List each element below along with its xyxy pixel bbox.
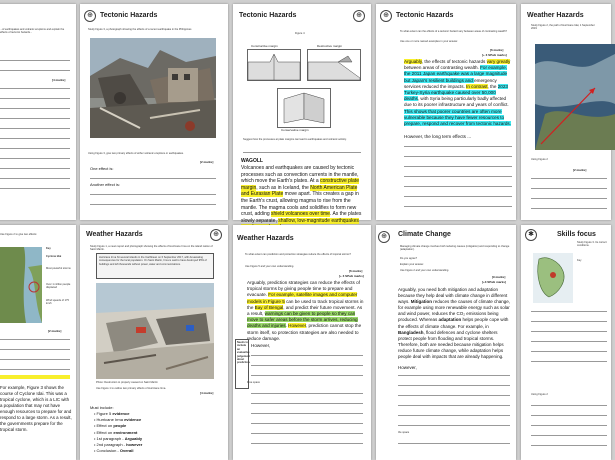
answer-line [404,206,512,207]
wagoll-heading: WAGOLL [241,158,263,164]
answer-line [398,443,510,444]
checklist-item: • 1st paragraph - Arguably [94,435,143,441]
page-tectonic-diagram [233,4,371,224]
answer-line [398,415,510,416]
answer-line [90,178,216,179]
answer-line [531,435,607,436]
answer-line [0,98,70,99]
question-text: Study Figure 2, the path of Hurricane Idai, 1 September 2019 [531,24,595,31]
page-title: Weather Hazards [237,235,294,242]
answer-line [398,425,510,426]
using-figure-label: Using Figure 2 [531,393,548,396]
figure-caption: Using Figure 3, give two primary effects of either volcanic eruptions or earthquakes. [88,152,184,155]
earthquake-photo [90,38,216,138]
answer-line [90,204,216,205]
answer-line [251,433,363,434]
wagoll-answer: Volcanoes and earthquakes are caused by tectonic processes such as convection currents in the mantle, which move the Earth's plates. At a constructive plate margin, such as in Iceland, the North American Plate and Eurasian Plate move apart. This creates a gap in the Earth's crust, allowing magma to rise from the mantle. The magma cools and solidifies to form new crust, adding shield volcanoes over time. As the plates slowly separate, shallow, low-magnitude earthquakes [241,165,367,231]
answer-line [0,188,70,189]
page-weather-map [0,225,76,460]
answer-line [0,108,70,109]
answer-line [531,425,607,426]
answer-line [404,146,512,147]
spag-label: [+ 3 SPaG marks] [482,53,507,57]
skills-map [533,253,573,303]
question-text: Study Figure 3, a photograph showing the effects of a recent earthquake in the Philippines [88,28,192,31]
instruction-text: Use one or more named examples in your answer. [400,40,458,43]
page-title: Weather Hazards [527,12,584,19]
page-title: Tectonic Hazards [239,12,297,19]
globe-icon: ⊕ [210,229,222,241]
answer-line [0,88,70,89]
answer-line [0,359,70,360]
photo-caption: Photo: Destruction to property caused on Saint Martin [96,381,158,384]
marks-label: [9 marks] [492,275,506,279]
page-left-top [0,4,76,220]
question-text: Use Figure 1 to outline two primary effects of Hurricane Irma. [96,387,167,390]
answer-line [251,393,363,394]
instruction-text: Explain your answer. [400,263,424,266]
page-title: Tectonic Hazards [100,12,158,19]
plate-diagram-constructive [247,49,301,81]
answer-line [531,445,607,446]
marks-label: [2 marks] [573,168,587,172]
answer-line [531,415,607,416]
question-text: Do you agree? [400,257,418,260]
answer-line [404,156,512,157]
instruction-text: Use Figure 2 and your own understanding. [400,269,450,272]
instruction-text: Use Figure 5 and your own understanding. [245,265,295,268]
diagram-label-destructive: Destructive margin [317,44,343,48]
answer-line [0,70,70,71]
globe-icon: ⊕ [353,10,365,22]
page-tectonic-photo [80,4,228,220]
page-climate-change [376,225,516,460]
answer-line [0,138,70,139]
answer-line [531,198,607,199]
legend-title: Key [46,247,51,250]
however-text: However, [398,365,417,370]
diagram-label-conservative: Conservative margin [281,128,309,132]
answer-line [531,361,607,362]
legend-item: Most powerful storms [46,267,71,270]
answer-line [404,196,512,197]
plate-diagram-destructive [307,49,361,81]
answer-line [531,321,607,322]
legend-item: Over 1 million people displaced [46,283,71,290]
essay-answer: Arguably, prediction strategies can reduce the effects of tropical storms by giving people time to prepare and evacuate. For example, satellite images and computer models in Figure 5 can be used to track tropical storms in the Bay of Bengal, and predict their future movement. As a result, warnings can be given to people so they can move to safer areas before the storm arrives, reducing deaths and injuries. However, prediction cannot stop the storm itself, so protection strategies are also needed to reduce damage. [247,280,364,341]
question-text: To what extent can prediction and protection strategies reduce the effects of tropical storms? [245,253,351,256]
checklist-item: • Effect on environment [94,429,138,435]
answer-line [251,403,363,404]
checklist-item: • Figure 5 evidence [94,411,130,416]
answer-line [0,178,70,179]
answer-line [404,166,512,167]
answer-line [398,405,510,406]
satellite-photo [535,44,615,150]
answer-line [404,186,512,187]
answer-line [0,339,70,340]
question-text: To what extent can the effects of a tectonic hazard vary between areas of contrasting wealth? [400,30,507,33]
cyclone-map [0,247,42,323]
marks-label: [2 marks] [200,160,214,164]
marks-label: [4 marks] [200,391,214,395]
hurricane-damage-photo [96,283,214,379]
free-space-label: Free space [247,381,260,384]
answer-line [531,405,607,406]
answer-line [0,158,70,159]
page-skills-focus [521,225,611,460]
answer-line [531,311,607,312]
page-tectonic-essay [376,4,516,220]
page-title: Tectonic Hazards [396,12,454,19]
globe-icon: ⊕ [380,10,392,22]
answer-line [0,369,70,370]
answer-line [398,385,510,386]
answer-line [251,413,363,414]
checklist [94,411,194,454]
question-text: Study Figure 1, a news report and photograph showing the effects of Hurricane Irma on the island nation of Saint Martin. [90,245,213,252]
checklist-item: • Conclusion - Overall [94,448,134,454]
answer-line [251,375,363,376]
highlight-bar [0,375,70,379]
marks-label: [4 marks] [52,78,66,82]
answer-line [404,176,512,177]
answer-line [398,395,510,396]
question-text: ...of earthquakes and volcanic eruptions and explain the effects of tectonic hazards... [0,28,65,35]
using-figure-label: Using Figure 2 [531,158,548,161]
answer-line [398,375,510,376]
checklist-item: • Hurricane Irma evidence [94,417,142,423]
globe-icon: ⊕ [84,10,96,22]
marks-label: [6 marks] [349,269,363,273]
question-text: Study Figure 3. Its correct conditions. [577,241,607,248]
news-report-text: Hurricane Irma hit several islands in the Caribbean on 6 September 2017, with devastating consequences for the local population. On Saint Martin, Irma is said to have destroyed 95% of buildings and left thousands without power, water and communications. [99,256,207,266]
page-weather-hurricane [80,225,228,460]
page-title: Skills focus [557,231,596,238]
answer-line [0,168,70,169]
answer-line [0,349,70,350]
answer-text: For example, Figure 3 shows the course of Cyclone Idai. This was a tropical cyclone, which is a LIC with a population that may not have enough resources to prepare for and respond to a large storm. As a result, the governments prepare for the tropical storm. [0,385,72,432]
side-note-text: Needs to include an evaluative judgement about prediction. [237,341,251,365]
answer-line [251,355,363,356]
answer-line [90,194,216,195]
question-text: Managing climate change involves both reducing causes (mitigation) and responding to change (adaptation). [400,245,510,252]
plate-diagram-conservative [277,88,331,128]
page-weather-essay [233,225,371,460]
effect-one-label: One effect is: [90,166,114,171]
checklist-title: Must include: [90,405,114,410]
legend-item: Cyclone Idai [46,255,62,258]
page-title: Climate Change [398,231,451,238]
answer-line [531,351,607,352]
however-text: However, [251,343,271,348]
answer-line [0,60,70,61]
diagram-label-constructive: Constructive margin [251,44,278,48]
answer-line [243,152,361,153]
answer-line [531,341,607,342]
lightbulb-icon: ✱ [525,229,537,241]
essay-answer: Arguably, the effects of tectonic hazards vary greatly between areas of contrasting wealth. For example, the 2011 Japan earthquake was a large magnitude but Japan's resilient buildings and emergency services reduced the impacts. In contrast, the 2023 Turkey-Syria earthquake caused over 50,000 deaths, with Syria being particularly badly affected due to its poorer infrastructure and years of conflict. This shows that poorer countries are often more vulnerable because they have fewer resources to prepare, respond and recover from tectonic hazards. [404,59,511,127]
legend-item: Wind speeds of 175 km/h [46,299,69,306]
spag-label: [+3 SPaG marks] [482,280,506,284]
answer-line [531,188,607,189]
answer-line [531,331,607,332]
page-weather-right [521,4,611,220]
marks-label: [6 marks] [490,48,504,52]
essay-answer: Arguably, you need both mitigation and adaptation because they help deal with climate change in different ways. Mitigation reduces the causes of climate change, for example using more renewable energy such as solar and wind power, reduces the CO₂ emissions being produced. Whereas adaptation helps people cope with the effects of climate change. For example, in Bangladesh, flood defences and cyclone shelters protect people from flooding and tropical storms. Therefore, both are needed because mitigation helps reduce future climate change, while adaptation helps people deal with impacts that are already happening. [398,287,511,360]
answer-line [251,365,363,366]
news-report-box [96,253,214,279]
however-text: However, the long term effects ... [404,134,472,139]
answer-line [0,118,70,119]
answer-line [531,208,607,209]
question-text: Use Figure 2 to give two effects: [0,233,38,236]
marks-label: [2 marks] [48,329,62,333]
space-label: the space [398,431,410,434]
answer-line [251,423,363,424]
answer-line [0,148,70,149]
spag-label: [+ 3 SPaG marks] [339,274,364,278]
question-text: Suggest how the processes at plate margins can lead to earthquakes and volcanic activity. [243,138,347,141]
checklist-item: • 2nd paragraph - however [94,442,143,448]
page-title: Weather Hazards [86,231,143,238]
legend-item: Key [577,259,582,262]
checklist-item: • Effect on people [94,423,127,429]
answer-line [251,443,363,444]
effect-two-label: Another effect is: [90,182,120,187]
globe-icon: ⊕ [378,231,390,243]
answer-line [531,178,607,179]
answer-line [0,128,70,129]
figure-label: Figure 4 [295,32,305,35]
